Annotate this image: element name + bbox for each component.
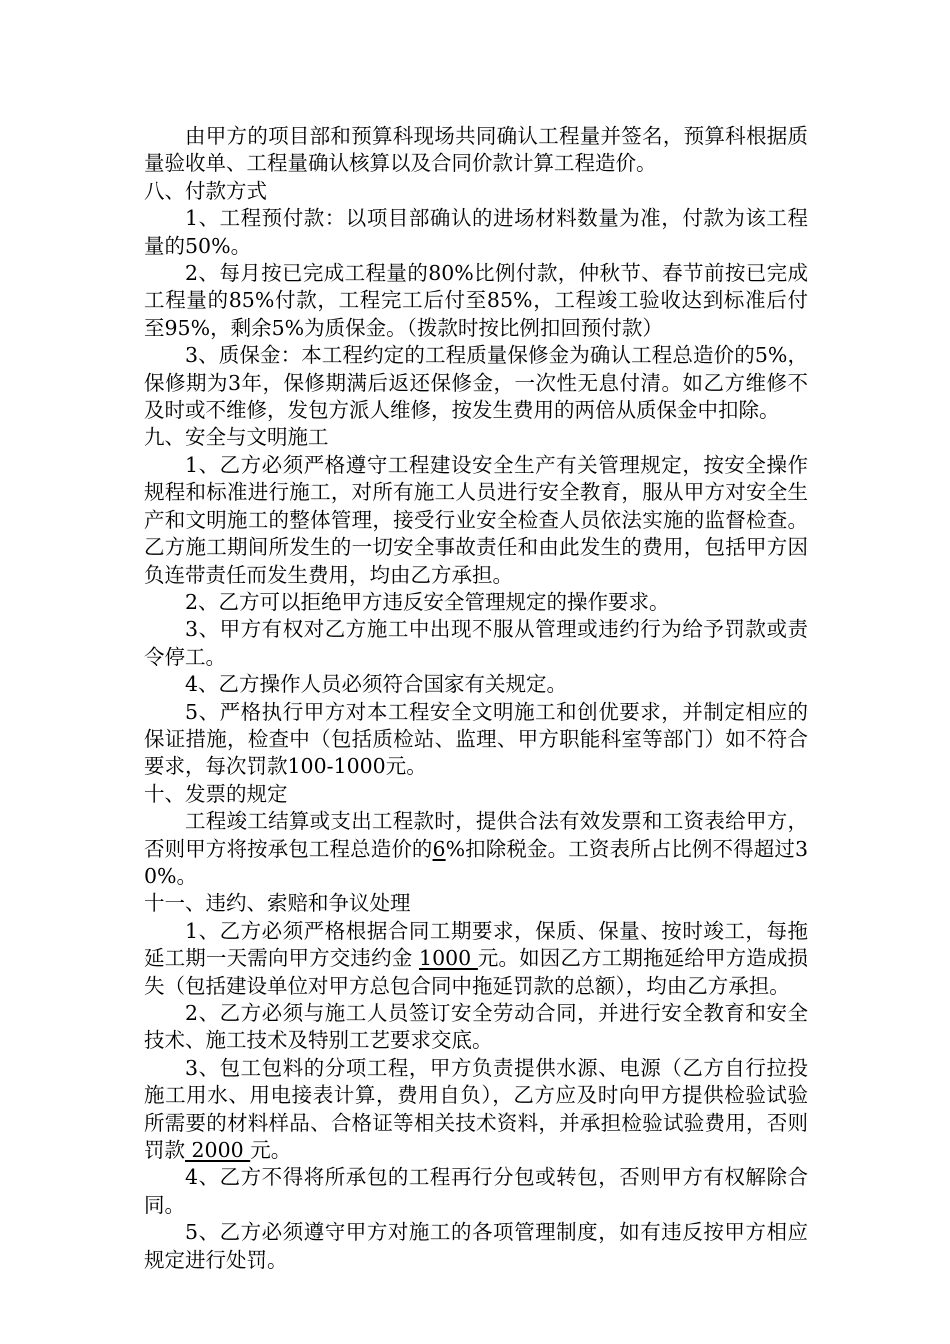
paragraph: 1、工程预付款：以项目部确认的进场材料数量为准，付款为该工程量的50%。 — [144, 206, 808, 258]
paragraph: 4、乙方不得将所承包的工程再行分包或转包，否则甲方有权解除合同。 — [144, 1165, 808, 1217]
text-segment: 工程竣工结算或支出工程款时，提供合法有效发票和工资表给甲方，否则甲方将按承包工程总造价的 — [144, 809, 808, 861]
text-segment: %扣除税金。工资表所占比例不得超过30%。 — [144, 836, 808, 888]
paragraph — [144, 918, 808, 1000]
underlined-value: 6 — [432, 836, 446, 861]
text-segment: 元。如因乙方工期拖延给甲方造成损失（包括建设单位对甲方总包合同中拖延罚款的总额），均由乙方承担。 — [144, 946, 809, 998]
document-page-body — [144, 123, 808, 1274]
text-segment: 元。 — [250, 1138, 292, 1163]
paragraph: 3、质保金：本工程约定的工程质量保修金为确认工程总造价的5%，保修期为3年，保修期满后返还保修金，一次性无息付清。如乙方维修不及时或不维修，发包方派人维修，按发生费用的两倍从质保金中扣除。 — [144, 343, 808, 423]
paragraph: 5、严格执行甲方对本工程安全文明施工和创优要求，并制定相应的保证措施，检查中（包括质检站、监理、甲方职能科室等部门）如不符合要求，每次罚款100-1000元。 — [144, 699, 808, 779]
paragraph: 1、乙方必须严格遵守工程建设安全生产有关管理规定，按安全操作规程和标准进行施工，对所有施工人员进行安全教育，服从甲方对安全生产和文明施工的整体管理，接受行业安全检查人员依法实施的监督检查。乙方施工期间所发生的一切安全事故责任和由此发生的费用，包括甲方因负连带责任而发生费用，均由乙方承担。 — [144, 452, 808, 587]
section-heading: 十、发票的规定 — [144, 781, 288, 806]
section-heading: 八、付款方式 — [144, 178, 267, 203]
paragraph: 3、甲方有权对乙方施工中出现不服从管理或违约行为给予罚款或责令停工。 — [144, 617, 808, 669]
text-segment: 1、乙方必须严格根据合同工期要求，保质、保量、按时竣工，每拖延工期一天需向甲方交违约金 — [144, 918, 808, 971]
paragraph: 由甲方的项目部和预算科现场共同确认工程量并签名，预算科根据质量验收单、工程量确认核算以及合同价款计算工程造价。 — [144, 124, 808, 176]
underlined-value: 1000 — [419, 946, 478, 971]
section-heading: 九、安全与文明施工 — [144, 425, 329, 450]
paragraph — [144, 808, 808, 890]
underlined-value: 2000 — [185, 1138, 251, 1163]
text-segment: 3、包工包料的分项工程，甲方负责提供水源、电源（乙方自行拉投施工用水、用电接表计算，费用自负），乙方应及时向甲方提供检验试验所需要的材料样品、合格证等相关技术资料，并承担检验试验费用，否则罚款 — [144, 1055, 808, 1163]
paragraph: 4、乙方操作人员必须符合国家有关规定。 — [185, 672, 568, 697]
paragraph: 5、乙方必须遵守甲方对施工的各项管理制度，如有违反按甲方相应规定进行处罚。 — [144, 1220, 808, 1272]
section-heading: 十一、违约、索赔和争议处理 — [144, 891, 411, 916]
paragraph — [144, 1055, 808, 1165]
paragraph: 2、乙方可以拒绝甲方违反安全管理规定的操作要求。 — [185, 589, 670, 614]
paragraph: 2、每月按已完成工程量的80%比例付款，仲秋节、春节前按已完成工程量的85%付款，工程完工后付至85%，工程竣工验收达到标准后付至95%，剩余5%为质保金。（拨款时按比例扣回预付款） — [144, 261, 808, 340]
paragraph: 2、乙方必须与施工人员签订安全劳动合同，并进行安全教育和安全技术、施工技术及特别工艺要求交底。 — [144, 1001, 808, 1053]
